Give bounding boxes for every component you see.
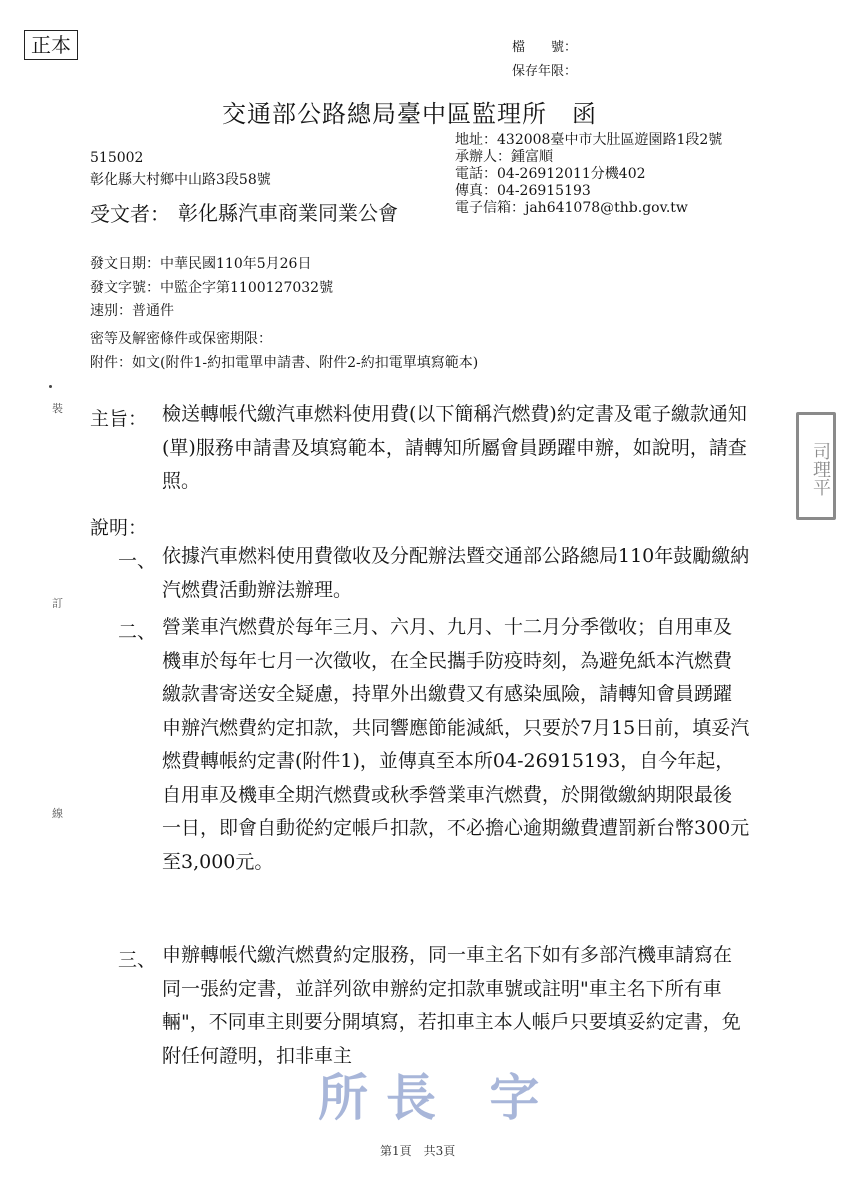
- page-footer: 第1頁 共3頁: [380, 1144, 456, 1158]
- item-number: 三、: [118, 949, 157, 971]
- copy-type-stamp: 正本: [24, 30, 78, 60]
- subject-label: 主旨：: [90, 408, 148, 430]
- binding-dot: [49, 385, 52, 388]
- recipient-name: 彰化縣汽車商業同業公會: [178, 201, 398, 225]
- security-level: 密等及解密條件或保密期限：: [90, 331, 272, 347]
- item-text: 營業車汽燃費於每年三月、六月、九月、十二月分季徵收；自用車及機車於每年七月一次徵收，在全民攜手防疫時刻，為避免紙本汽燃費繳款書寄送安全疑慮，持單外出繳費又有感染風險，請轉知會員踴躍申辦汽燃費約定扣款，共同響應節能減紙，只要於7月15日前，填妥汽燃費轉帳約定書(附件1)，並傳真至本所04-26915193，自今年起，自用車及機車全期汽燃費或秋季營業車汽燃費，於開徵繳納期限最後一日，即會自動從約定帳戶扣款，不必擔心逾期繳費遭罰新台幣300元至3,000元。: [162, 616, 750, 873]
- attachments: 附件：如文(附件1-約扣電單申請書、附件2-約扣電單填寫範本): [90, 355, 479, 371]
- binding-mark-middle: 訂: [52, 597, 63, 610]
- retention-period-label: 保存年限：: [512, 64, 578, 79]
- item-number: 一、: [118, 550, 157, 572]
- sender-contact: 承辦人：鍾富順: [455, 149, 553, 165]
- item-number: 二、: [118, 621, 157, 643]
- file-number-label: 檔 號：: [512, 40, 578, 55]
- sender-fax: 傳真：04-26915193: [455, 183, 591, 199]
- binding-mark-bottom: 線: [52, 807, 63, 820]
- sender-email: 電子信箱：jah641078@thb.gov.tw: [455, 200, 688, 216]
- document-number: 發文字號：中監企字第1100127032號: [90, 280, 334, 296]
- recipient-postcode: 515002: [90, 150, 144, 166]
- recipient-address: 彰化縣大村鄉中山路3段58號: [90, 172, 271, 188]
- official-seal: 所長 字: [318, 1068, 558, 1127]
- subject-text: 檢送轉帳代繳汽車燃料使用費(以下簡稱汽燃費)約定書及電子繳款通知(單)服務申請書及填寫範本，請轉知所屬會員踴躍申辦，如說明，請查照。: [162, 403, 747, 492]
- side-stamp: 司理平: [796, 412, 836, 520]
- recipient-label: 受文者：: [90, 202, 170, 226]
- sender-address: 地址：432008臺中市大肚區遊園路1段2號: [455, 132, 723, 148]
- delivery-speed: 速別：普通件: [90, 303, 174, 319]
- document-title: 交通部公路總局臺中區監理所 函: [222, 100, 597, 128]
- description-label: 說明：: [90, 517, 148, 539]
- binding-mark-top: 裝: [52, 402, 63, 415]
- sender-info: [455, 132, 722, 217]
- issue-date: 發文日期：中華民國110年5月26日: [90, 256, 312, 272]
- item-text: 依據汽車燃料使用費徵收及分配辦法暨交通部公路總局110年鼓勵繳納汽燃費活動辦法辦理。: [162, 545, 750, 601]
- item-text: 申辦轉帳代繳汽燃費約定服務，同一車主名下如有多部汽機車請寫在同一張約定書，並詳列欲申辦約定扣款車號或註明"車主名下所有車輛"，不同車主則要分開填寫，若扣車主本人帳戶只要填妥約定書，免附任何證明，扣非車主: [162, 944, 741, 1067]
- sender-phone: 電話：04-26912011分機402: [455, 166, 646, 182]
